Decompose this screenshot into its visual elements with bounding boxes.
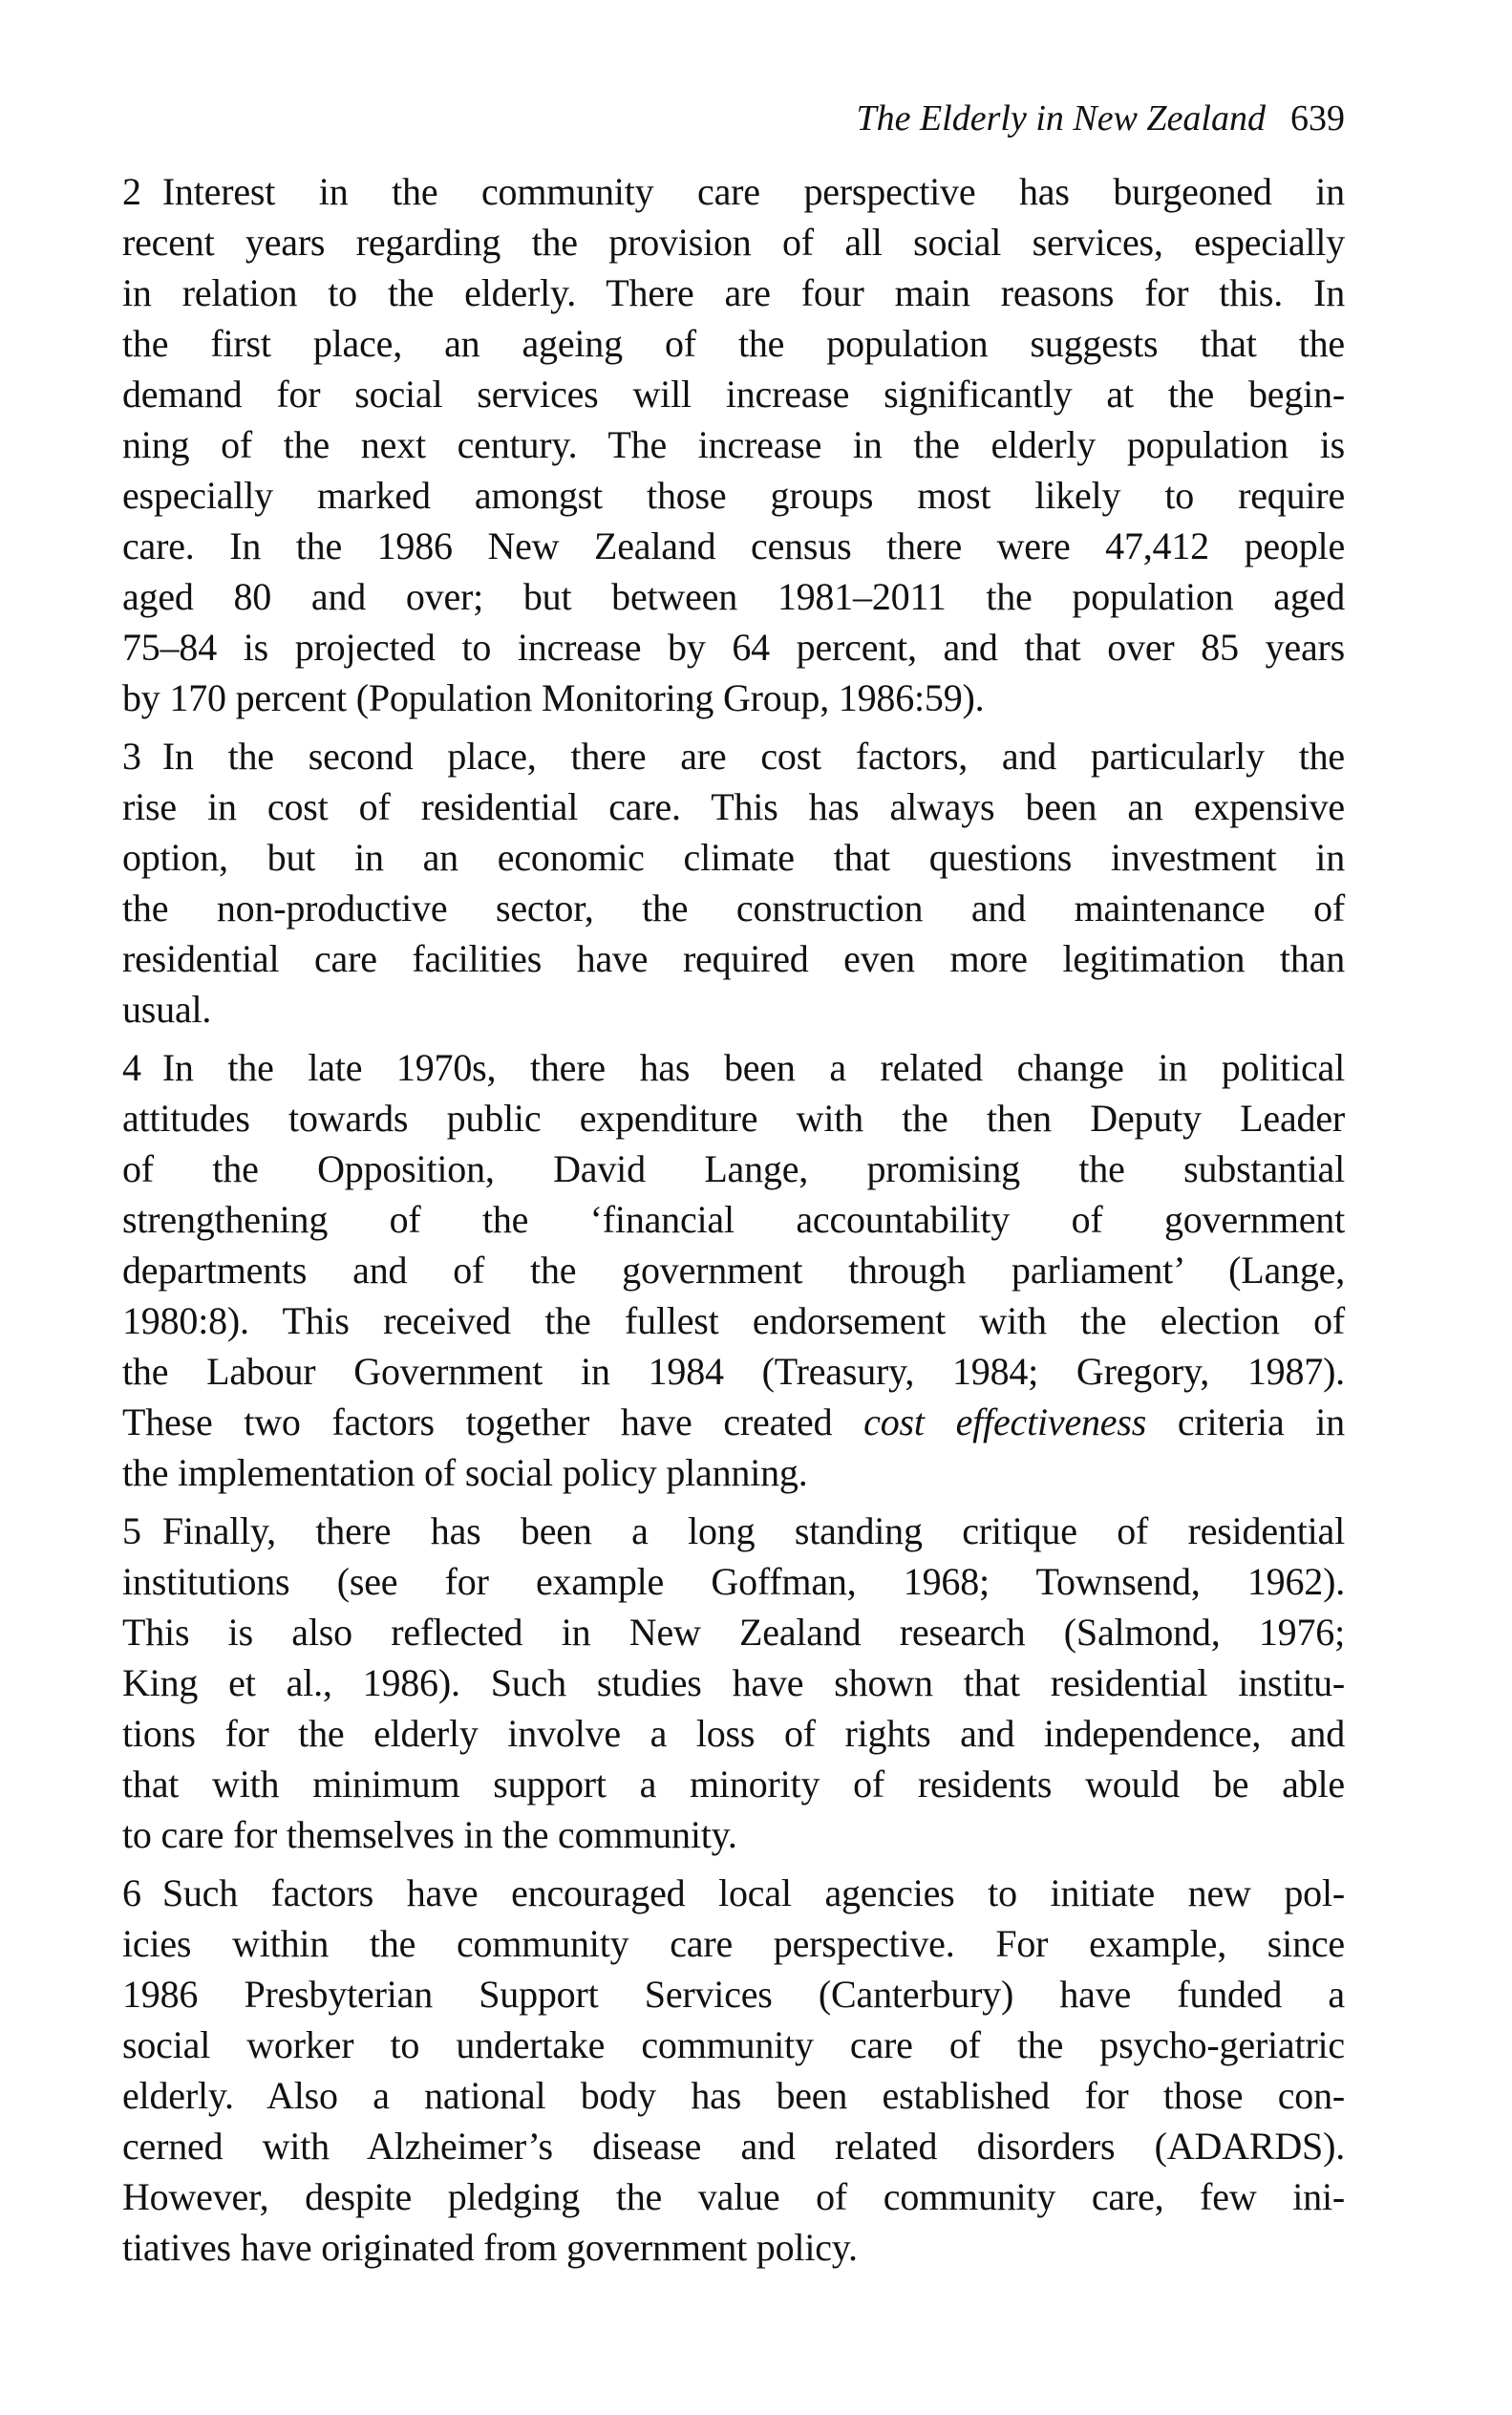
text-line: the first place, an ageing of the population suggests that the bbox=[122, 322, 1345, 365]
text-line: attitudes towards public expenditure with the then Deputy Leader bbox=[122, 1097, 1345, 1140]
paragraph-5 bbox=[122, 1506, 1345, 1860]
text-line: icies within the community care perspective. For example, since bbox=[122, 1922, 1345, 1965]
text-line: care. In the 1986 New Zealand census there were 47,412 people bbox=[122, 524, 1345, 567]
text-line bbox=[122, 166, 1345, 217]
line-text: In the late 1970s, there has been a related change in political bbox=[161, 1046, 1345, 1089]
paragraph-number: 2 bbox=[122, 170, 141, 213]
paragraph-number: 3 bbox=[122, 735, 141, 778]
text-line: King et al., 1986). Such studies have shown that residential institu- bbox=[122, 1661, 1345, 1704]
text-line: tions for the elderly involve a loss of rights and independence, and bbox=[122, 1712, 1345, 1755]
paragraph-3 bbox=[122, 731, 1345, 1035]
paragraph-6 bbox=[122, 1868, 1345, 2273]
text-line: However, despite pledging the value of community care, few ini- bbox=[122, 2175, 1345, 2218]
text-line: in relation to the elderly. There are four main reasons for this. In bbox=[122, 271, 1345, 314]
page-number: 639 bbox=[1290, 98, 1345, 139]
text-line: 1980:8). This received the fullest endorsement with the election of bbox=[122, 1299, 1345, 1342]
text-line: 1986 Presbyterian Support Services (Canterbury) have funded a bbox=[122, 1973, 1345, 2016]
text-line: elderly. Also a national body has been established for those con- bbox=[122, 2074, 1345, 2117]
text-line: recent years regarding the provision of all social services, especially bbox=[122, 221, 1345, 264]
line-text: Such factors have encouraged local agencies to initiate new pol- bbox=[161, 1871, 1345, 1914]
line-text: These two factors together have created bbox=[122, 1400, 864, 1443]
text-line: departments and of the government through parliament’ (Lange, bbox=[122, 1249, 1345, 1292]
text-line: cerned with Alzheimer’s disease and related disorders (ADARDS). bbox=[122, 2125, 1345, 2168]
line-text: Finally, there has been a long standing critique of residential bbox=[161, 1509, 1345, 1552]
text-line: social worker to undertake community care of the psycho-geriatric bbox=[122, 2023, 1345, 2066]
text-line: of the Opposition, David Lange, promising the substantial bbox=[122, 1147, 1345, 1190]
text-line: This is also reflected in New Zealand research (Salmond, 1976; bbox=[122, 1611, 1345, 1654]
text-line: demand for social services will increase significantly at the begin- bbox=[122, 373, 1345, 416]
text-line bbox=[122, 1397, 1345, 1447]
paragraph-number: 5 bbox=[122, 1509, 141, 1552]
text-line: that with minimum support a minority of residents would be able bbox=[122, 1763, 1345, 1806]
text-line bbox=[122, 1506, 1345, 1556]
text-line: tiatives have originated from government policy. bbox=[122, 2226, 858, 2269]
text-line: option, but in an economic climate that questions investment in bbox=[122, 836, 1345, 879]
text-line: to care for themselves in the community. bbox=[122, 1813, 737, 1856]
line-text: criteria in bbox=[1146, 1400, 1345, 1443]
text-line: aged 80 and over; but between 1981–2011 the population aged bbox=[122, 575, 1345, 618]
paragraph-4 bbox=[122, 1042, 1345, 1498]
text-line: the implementation of social policy planning. bbox=[122, 1451, 808, 1494]
paragraph-number: 6 bbox=[122, 1871, 141, 1914]
line-text: In the second place, there are cost factors, and particularly the bbox=[161, 735, 1345, 778]
text-line: the non-productive sector, the construction and maintenance of bbox=[122, 887, 1345, 930]
running-head bbox=[122, 92, 1345, 145]
text-line: 75–84 is projected to increase by 64 percent, and that over 85 years bbox=[122, 626, 1345, 669]
text-line bbox=[122, 1042, 1345, 1093]
text-line: institutions (see for example Goffman, 1968; Townsend, 1962). bbox=[122, 1560, 1345, 1603]
text-line: by 170 percent (Population Monitoring Group, 1986:59). bbox=[122, 676, 985, 719]
emphasized-term: cost effectiveness bbox=[863, 1400, 1147, 1443]
text-line bbox=[122, 731, 1345, 781]
book-page bbox=[122, 92, 1345, 2280]
text-line: ning of the next century. The increase in the elderly population is bbox=[122, 423, 1345, 466]
text-line: especially marked amongst those groups most likely to require bbox=[122, 474, 1345, 517]
text-line: residential care facilities have required even more legitimation than bbox=[122, 937, 1345, 980]
paragraph-number: 4 bbox=[122, 1046, 141, 1089]
running-head-title: The Elderly in New Zealand bbox=[856, 98, 1266, 139]
line-text: Interest in the community care perspective has burgeoned in bbox=[161, 170, 1345, 213]
text-line: rise in cost of residential care. This has always been an expensive bbox=[122, 785, 1345, 828]
text-line bbox=[122, 1868, 1345, 1918]
text-line: the Labour Government in 1984 (Treasury, 1984; Gregory, 1987). bbox=[122, 1350, 1345, 1393]
text-line: strengthening of the ‘financial accountability of government bbox=[122, 1198, 1345, 1241]
text-line: usual. bbox=[122, 988, 212, 1031]
paragraph-2 bbox=[122, 166, 1345, 723]
